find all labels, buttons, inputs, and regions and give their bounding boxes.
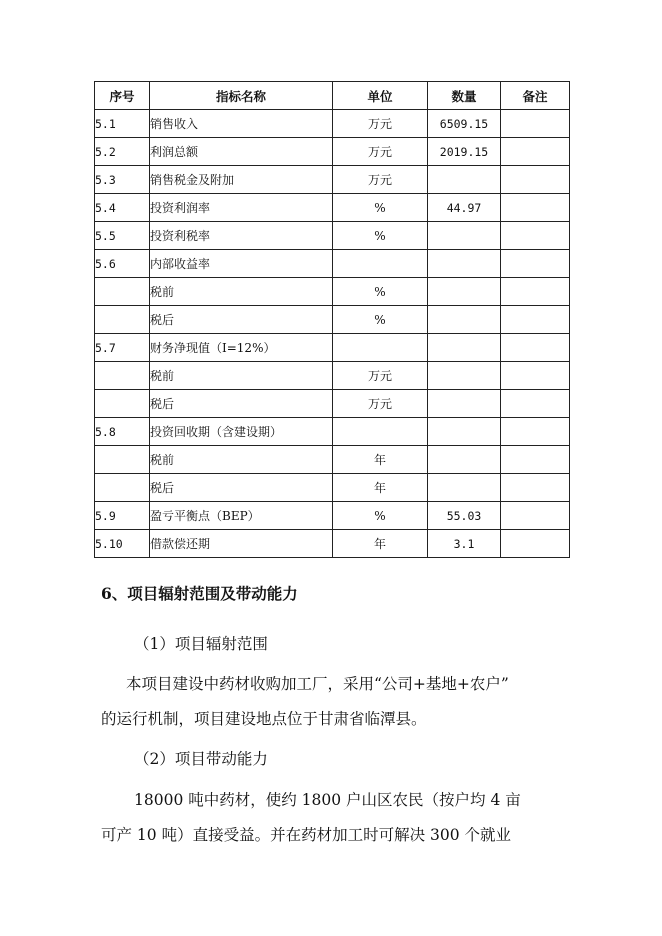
table-row (95, 418, 570, 446)
table-row (95, 138, 570, 166)
cell-note (501, 138, 570, 166)
cell-name: 利润总额 (150, 138, 333, 166)
table-row (95, 278, 570, 306)
table-row (95, 250, 570, 278)
cell-qty (428, 446, 501, 474)
cell-qty (428, 250, 501, 278)
cell-unit: % (333, 502, 428, 530)
cell-note (501, 530, 570, 558)
cell-name: 税前 (150, 446, 333, 474)
header-qty: 数量 (428, 82, 501, 110)
cell-note (501, 166, 570, 194)
cell-unit (333, 250, 428, 278)
table-row (95, 194, 570, 222)
cell-no (95, 278, 150, 306)
cell-no (95, 446, 150, 474)
cell-no: 5.4 (95, 194, 150, 222)
cell-unit: % (333, 222, 428, 250)
cell-unit (333, 418, 428, 446)
table-row (95, 222, 570, 250)
paragraph-capacity-line2: 可产 10 吨）直接受益。并在药材加工时可解决 300 个就业 (101, 826, 512, 844)
table-row (95, 530, 570, 558)
cell-note (501, 418, 570, 446)
cell-unit: 年 (333, 446, 428, 474)
cell-note (501, 278, 570, 306)
cell-unit: 万元 (333, 166, 428, 194)
cell-no: 5.5 (95, 222, 150, 250)
header-unit: 单位 (333, 82, 428, 110)
cell-no: 5.8 (95, 418, 150, 446)
cell-unit: 万元 (333, 138, 428, 166)
cell-name: 投资利润率 (150, 194, 333, 222)
cell-qty (428, 306, 501, 334)
cell-name: 内部收益率 (150, 250, 333, 278)
cell-no: 5.6 (95, 250, 150, 278)
table-header-row (95, 82, 570, 110)
cell-name: 税后 (150, 306, 333, 334)
cell-qty: 6509.15 (428, 110, 501, 138)
cell-unit: % (333, 278, 428, 306)
cell-unit: 年 (333, 474, 428, 502)
paragraph-scope-line2: 的运行机制，项目建设地点位于甘肃省临潭县。 (101, 710, 427, 728)
indicator-table (94, 81, 570, 558)
cell-name: 税前 (150, 362, 333, 390)
table-row (95, 502, 570, 530)
cell-qty (428, 166, 501, 194)
cell-note (501, 362, 570, 390)
cell-qty (428, 334, 501, 362)
cell-no (95, 390, 150, 418)
cell-note (501, 306, 570, 334)
cell-qty: 44.97 (428, 194, 501, 222)
cell-unit: 万元 (333, 362, 428, 390)
cell-no: 5.2 (95, 138, 150, 166)
cell-note (501, 222, 570, 250)
table-row (95, 362, 570, 390)
table-row (95, 390, 570, 418)
cell-no (95, 362, 150, 390)
cell-note (501, 502, 570, 530)
table-row (95, 474, 570, 502)
cell-no: 5.7 (95, 334, 150, 362)
cell-qty (428, 418, 501, 446)
cell-note (501, 110, 570, 138)
subheading-capacity: （2）项目带动能力 (134, 750, 268, 768)
cell-qty: 3.1 (428, 530, 501, 558)
cell-note (501, 250, 570, 278)
cell-qty (428, 362, 501, 390)
cell-qty: 55.03 (428, 502, 501, 530)
cell-unit: 年 (333, 530, 428, 558)
cell-note (501, 390, 570, 418)
cell-name: 投资利税率 (150, 222, 333, 250)
paragraph-scope-line1: 本项目建设中药材收购加工厂，采用“公司+基地+农户” (126, 675, 509, 693)
cell-no: 5.10 (95, 530, 150, 558)
cell-name: 借款偿还期 (150, 530, 333, 558)
cell-unit: 万元 (333, 110, 428, 138)
cell-unit: 万元 (333, 390, 428, 418)
cell-name: 销售收入 (150, 110, 333, 138)
table-row (95, 306, 570, 334)
cell-qty (428, 278, 501, 306)
table-row (95, 446, 570, 474)
cell-unit (333, 334, 428, 362)
cell-no: 5.9 (95, 502, 150, 530)
cell-name: 盈亏平衡点（BEP） (150, 502, 333, 530)
cell-unit: % (333, 194, 428, 222)
cell-qty (428, 390, 501, 418)
cell-no: 5.1 (95, 110, 150, 138)
paragraph-capacity-line1: 18000 吨中药材，使约 1800 户山区农民（按户均 4 亩 (134, 791, 521, 809)
cell-qty: 2019.15 (428, 138, 501, 166)
table-row (95, 110, 570, 138)
cell-name: 投资回收期（含建设期） (150, 418, 333, 446)
cell-name: 税前 (150, 278, 333, 306)
header-no: 序号 (95, 82, 150, 110)
cell-name: 财务净现值（I=12%） (150, 334, 333, 362)
cell-name: 税后 (150, 474, 333, 502)
cell-qty (428, 474, 501, 502)
subheading-scope: （1）项目辐射范围 (134, 635, 268, 653)
cell-no (95, 306, 150, 334)
cell-name: 税后 (150, 390, 333, 418)
header-note: 备注 (501, 82, 570, 110)
cell-no: 5.3 (95, 166, 150, 194)
cell-note (501, 474, 570, 502)
table-row (95, 334, 570, 362)
table-row (95, 166, 570, 194)
cell-note (501, 334, 570, 362)
cell-note (501, 446, 570, 474)
cell-note (501, 194, 570, 222)
header-name: 指标名称 (150, 82, 333, 110)
cell-unit: % (333, 306, 428, 334)
section-title: 6、项目辐射范围及带动能力 (101, 584, 298, 603)
cell-no (95, 474, 150, 502)
cell-qty (428, 222, 501, 250)
cell-name: 销售税金及附加 (150, 166, 333, 194)
